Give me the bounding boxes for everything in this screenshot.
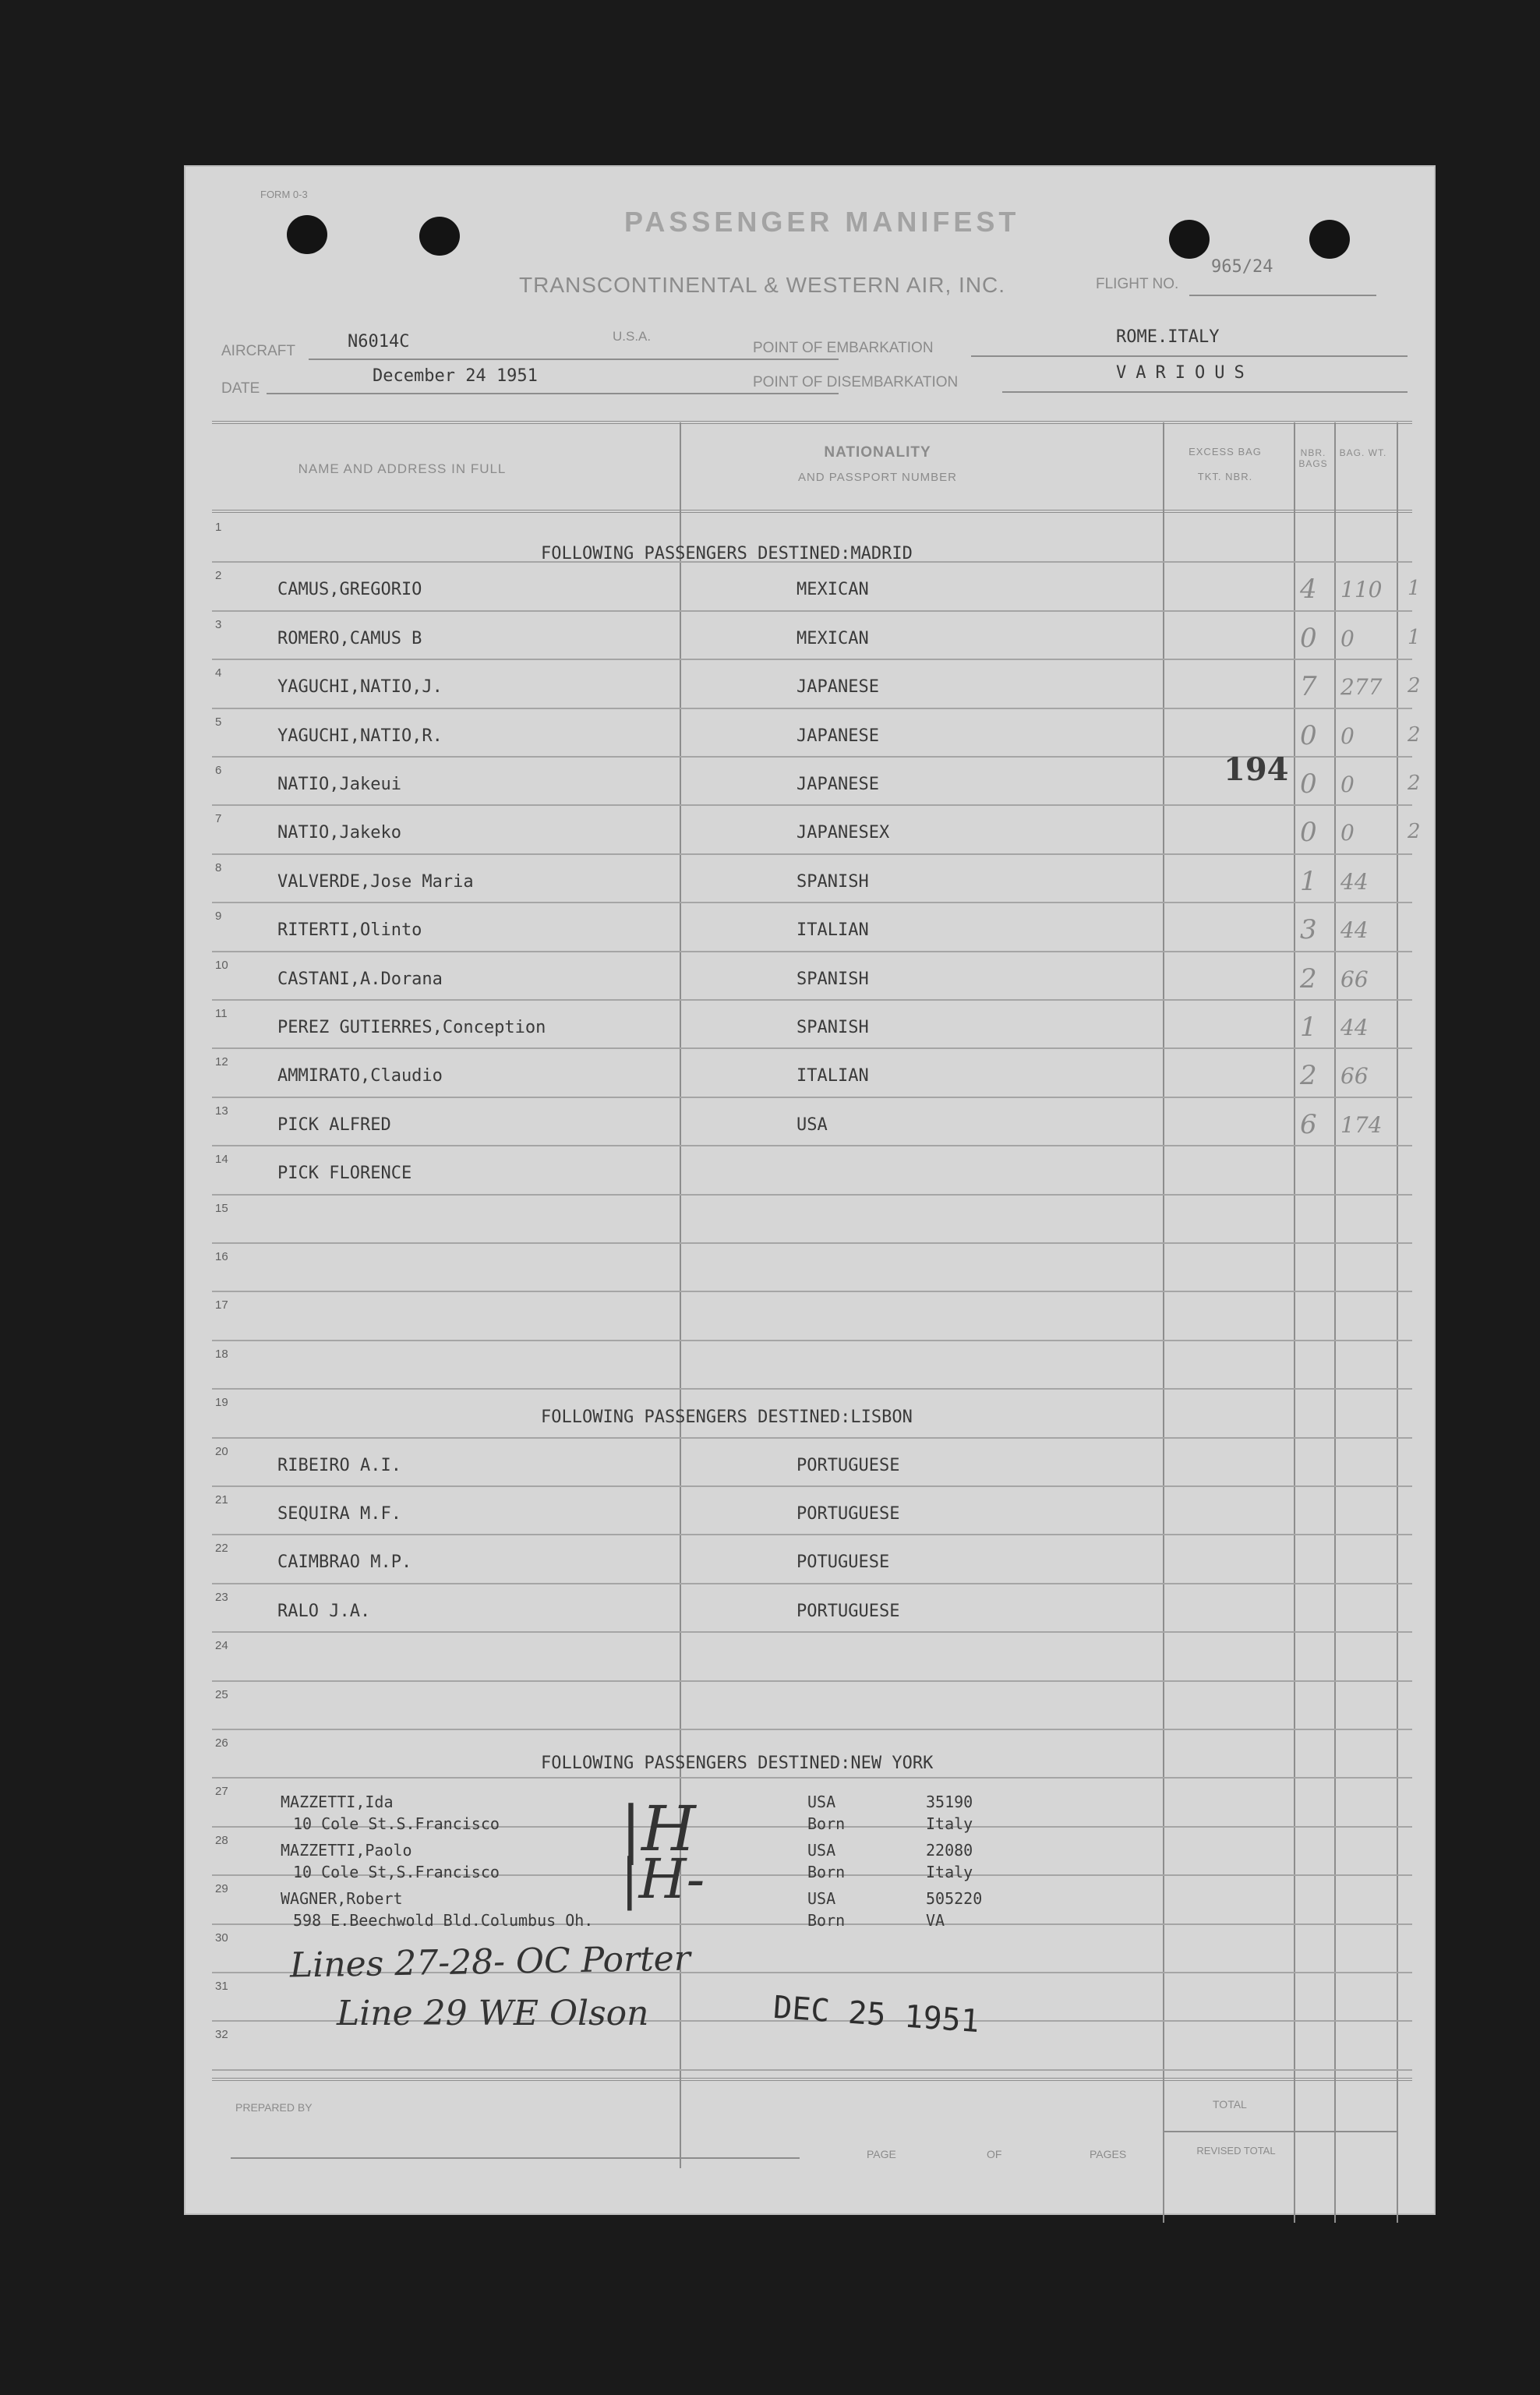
- ny-passenger-nationality: USA: [807, 1841, 836, 1860]
- passenger-name: RIBEIRO A.I.: [277, 1455, 401, 1475]
- column-header-passport: AND PASSPORT NUMBER: [797, 471, 958, 484]
- row-divider: [212, 1145, 1412, 1146]
- passenger-nationality: SPANISH: [796, 969, 869, 989]
- passenger-nationality: PORTUGUESE: [796, 1601, 900, 1621]
- passenger-nationality: MEXICAN: [796, 580, 869, 600]
- bag-weight: 66: [1340, 1063, 1369, 1090]
- row-number: 8: [215, 860, 222, 874]
- bag-count: 7: [1300, 671, 1317, 703]
- ny-passenger-born-label: Born: [807, 1911, 846, 1930]
- bag-weight: 0: [1340, 722, 1355, 749]
- row-divider: [212, 853, 1412, 855]
- row-divider: [212, 999, 1412, 1001]
- embarkation-label: POINT OF EMBARKATION: [753, 340, 934, 356]
- passenger-nationality: ITALIAN: [796, 920, 869, 941]
- ny-passenger-name: MAZZETTI,Ida: [281, 1793, 394, 1811]
- bag-count: 2: [1300, 963, 1317, 994]
- ny-passenger-name: WAGNER,Robert: [281, 1889, 403, 1908]
- passenger-name: YAGUCHI,NATIO,R.: [277, 726, 443, 746]
- pages-label: PAGES: [1090, 2148, 1127, 2160]
- bag-count: 4: [1300, 574, 1317, 606]
- passenger-name: PICK ALFRED: [277, 1114, 391, 1135]
- row-divider: [212, 610, 1412, 612]
- row-divider: [212, 1291, 1412, 1292]
- column-header-bags: NBR. BAGS: [1298, 447, 1328, 469]
- extra-mark: 2: [1408, 820, 1421, 844]
- passenger-name: CASTANI,A.Dorana: [277, 969, 443, 989]
- row-divider: [212, 1047, 1412, 1049]
- passenger-nationality: SPANISH: [796, 871, 869, 892]
- bag-weight: 277: [1340, 674, 1383, 701]
- extra-mark: 2: [1408, 674, 1421, 698]
- extra-mark: 1: [1408, 625, 1421, 649]
- row-divider: [212, 1631, 1412, 1633]
- aircraft-value: N6014C: [348, 332, 410, 351]
- handwritten-note-lines-27-28: Lines 27-28- OC Porter: [289, 1938, 691, 1986]
- bag-weight: 44: [1340, 917, 1369, 944]
- bag-weight: 0: [1340, 772, 1355, 797]
- passenger-name: PICK FLORENCE: [277, 1164, 412, 1184]
- bag-weight: 44: [1340, 1015, 1369, 1040]
- date-value: December 24 1951: [373, 366, 538, 386]
- ny-passenger-address: 10 Cole St,S.Francisco: [293, 1863, 500, 1881]
- passenger-nationality: PORTUGUESE: [796, 1455, 900, 1475]
- row-divider: [212, 1485, 1412, 1487]
- passenger-nationality: PORTUGUESE: [796, 1504, 900, 1524]
- row-number: 16: [215, 1250, 228, 1263]
- row-number: 9: [215, 910, 222, 924]
- ny-passenger-name: MAZZETTI,Paolo: [281, 1841, 412, 1860]
- passenger-name: RITERTI,Olinto: [277, 920, 422, 941]
- embarkation-value: ROME.ITALY: [1116, 327, 1220, 347]
- ny-passenger-born-label: Born: [807, 1814, 846, 1833]
- row-number: 10: [215, 958, 228, 972]
- bag-count: 0: [1300, 768, 1317, 800]
- passenger-nationality: MEXICAN: [796, 628, 869, 648]
- registry-label: U.S.A.: [613, 329, 652, 344]
- extra-mark: 1: [1408, 577, 1421, 601]
- bag-count: 0: [1300, 817, 1317, 849]
- ny-passenger-passport: 35190: [926, 1793, 973, 1811]
- passenger-name: AMMIRATO,Claudio: [277, 1066, 443, 1086]
- ny-passenger-born-label: Born: [807, 1863, 846, 1881]
- page-title: PASSENGER MANIFEST: [624, 206, 1020, 238]
- initials-mark: |H: [620, 1793, 696, 1865]
- column-header-name: NAME AND ADDRESS IN FULL: [298, 461, 507, 476]
- row-number: 14: [215, 1153, 228, 1167]
- bag-count: 0: [1300, 622, 1317, 654]
- aircraft-label: AIRCRAFT: [221, 343, 295, 359]
- passenger-name: CAMUS,GREGORIO: [277, 580, 422, 600]
- disembarkation-value: VARIOUS: [1116, 363, 1254, 383]
- total-label: TOTAL: [1213, 2098, 1247, 2111]
- initials-mark-2: |H-: [620, 1847, 705, 1911]
- page-label: PAGE: [867, 2148, 896, 2160]
- ny-passenger-passport: 22080: [926, 1841, 973, 1860]
- revised-total-label: REVISED TOTAL: [1196, 2145, 1276, 2157]
- row-number: 26: [215, 1736, 228, 1750]
- row-number: 7: [215, 812, 222, 826]
- punch-hole: [1309, 220, 1350, 259]
- row-number: 23: [215, 1590, 228, 1604]
- passenger-nationality: JAPANESE: [796, 726, 879, 746]
- passenger-nationality: SPANISH: [796, 1018, 869, 1037]
- bag-weight: 0: [1340, 820, 1355, 846]
- row-divider: [212, 1534, 1412, 1535]
- ny-passenger-passport: 505220: [926, 1889, 983, 1908]
- company-name: TRANSCONTINENTAL & WESTERN AIR, INC.: [519, 273, 1006, 297]
- passenger-name: CAIMBRAO M.P.: [277, 1553, 412, 1573]
- column-header-bag-weight: BAG. WT.: [1339, 447, 1387, 458]
- column-header-nationality: NATIONALITY: [824, 444, 931, 461]
- row-divider: [212, 2069, 1412, 2071]
- flight-no-value: 965/24: [1211, 257, 1273, 277]
- flight-no-label: FLIGHT NO.: [1096, 276, 1179, 292]
- punch-hole: [287, 215, 327, 254]
- row-number: 21: [215, 1493, 228, 1507]
- passenger-name: NATIO,Jakeko: [277, 823, 401, 843]
- row-number: 12: [215, 1055, 228, 1069]
- passenger-name: VALVERDE,Jose Maria: [277, 871, 474, 892]
- bag-count: 1: [1300, 865, 1317, 897]
- row-number: 17: [215, 1298, 228, 1312]
- extra-mark: 2: [1408, 772, 1421, 795]
- ny-passenger-birthplace: Italy: [926, 1863, 973, 1881]
- row-divider: [212, 902, 1412, 903]
- date-stamp: DEC 25 1951: [772, 1989, 981, 2040]
- passenger-name: YAGUCHI,NATIO,J.: [277, 677, 443, 698]
- bag-weight: 174: [1340, 1111, 1383, 1138]
- bag-weight: 44: [1340, 868, 1369, 895]
- passenger-nationality: ITALIAN: [796, 1066, 869, 1086]
- bag-count: 3: [1300, 914, 1317, 946]
- column-header-excess: EXCESS BAG: [1189, 446, 1262, 457]
- passenger-nationality: JAPANESE: [796, 775, 879, 794]
- section-madrid-heading: FOLLOWING PASSENGERS DESTINED:MADRID: [541, 544, 913, 563]
- row-number: 13: [215, 1104, 228, 1118]
- row-divider: [212, 1583, 1412, 1584]
- row-number: 31: [215, 1980, 228, 1993]
- row-number: 20: [215, 1444, 228, 1458]
- excess-baggage-total: 194: [1224, 751, 1289, 788]
- disembarkation-label: POINT OF DISEMBARKATION: [753, 374, 959, 390]
- ny-passenger-address: 598 E.Beechwold Bld.Columbus Oh.: [293, 1911, 594, 1930]
- ny-passenger-nationality: USA: [807, 1793, 836, 1811]
- row-number: 29: [215, 1882, 228, 1896]
- passenger-nationality: USA: [796, 1114, 828, 1135]
- row-number: 1: [215, 521, 222, 534]
- row-number: 27: [215, 1785, 228, 1799]
- ny-passenger-address: 10 Cole St.S.Francisco: [293, 1814, 500, 1833]
- bag-count: 6: [1300, 1108, 1317, 1140]
- row-number: 25: [215, 1687, 228, 1701]
- row-number: 2: [215, 569, 222, 583]
- section-newyork-heading: FOLLOWING PASSENGERS DESTINED:NEW YORK: [541, 1754, 934, 1773]
- row-divider: [212, 1777, 1412, 1779]
- bag-count: 2: [1300, 1060, 1317, 1092]
- punch-hole: [1169, 220, 1210, 259]
- row-number: 30: [215, 1930, 228, 1945]
- row-divider: [212, 1194, 1412, 1196]
- row-divider: [212, 1680, 1412, 1682]
- passenger-nationality: POTUGUESE: [796, 1553, 890, 1573]
- row-divider: [212, 1729, 1412, 1730]
- section-lisbon-heading: FOLLOWING PASSENGERS DESTINED:LISBON: [541, 1408, 913, 1427]
- passenger-name: SEQUIRA M.F.: [277, 1504, 401, 1524]
- row-number: 22: [215, 1542, 228, 1556]
- row-number: 4: [215, 666, 222, 680]
- row-number: 3: [215, 617, 222, 631]
- handwritten-note-line-29: Line 29 WE Olson: [337, 1994, 649, 2033]
- row-divider: [212, 1437, 1412, 1439]
- row-divider: [212, 951, 1412, 952]
- of-label: OF: [987, 2148, 1002, 2160]
- passenger-name: RALO J.A.: [277, 1601, 371, 1621]
- row-divider: [212, 1388, 1412, 1390]
- column-header-ticket: TKT. NBR.: [1197, 471, 1253, 482]
- row-number: 15: [215, 1201, 228, 1215]
- ny-passenger-nationality: USA: [807, 1889, 836, 1908]
- row-number: 5: [215, 715, 222, 729]
- passenger-nationality: JAPANESEX: [796, 823, 890, 843]
- manifest-sheet: [184, 165, 1436, 2215]
- row-divider: [212, 804, 1412, 806]
- row-number: 28: [215, 1833, 228, 1847]
- bag-weight: 66: [1340, 966, 1369, 992]
- row-number: 19: [215, 1396, 228, 1410]
- extra-mark: 2: [1408, 722, 1421, 747]
- form-code: FORM 0-3: [260, 189, 308, 200]
- bag-count: 1: [1300, 1012, 1317, 1043]
- row-number: 11: [215, 1007, 228, 1020]
- passenger-name: NATIO,Jakeui: [277, 775, 401, 794]
- punch-hole: [419, 217, 460, 256]
- row-number: 32: [215, 2028, 228, 2042]
- row-divider: [212, 1097, 1412, 1098]
- row-divider: [212, 708, 1412, 709]
- row-number: 24: [215, 1639, 228, 1653]
- bag-weight: 110: [1340, 577, 1383, 603]
- row-divider: [212, 1242, 1412, 1244]
- date-label: DATE: [221, 380, 260, 397]
- ny-passenger-birthplace: Italy: [926, 1814, 973, 1833]
- passenger-name: PEREZ GUTIERRES,Conception: [277, 1018, 546, 1037]
- bag-weight: 0: [1340, 625, 1355, 652]
- row-number: 18: [215, 1347, 228, 1361]
- passenger-nationality: JAPANESE: [796, 677, 879, 698]
- row-divider: [212, 659, 1412, 660]
- row-divider: [212, 1340, 1412, 1341]
- ny-passenger-birthplace: VA: [926, 1911, 945, 1930]
- prepared-by-label: PREPARED BY: [235, 2101, 313, 2114]
- passenger-name: ROMERO,CAMUS B: [277, 628, 422, 648]
- row-number: 6: [215, 764, 222, 777]
- bag-count: 0: [1300, 719, 1317, 751]
